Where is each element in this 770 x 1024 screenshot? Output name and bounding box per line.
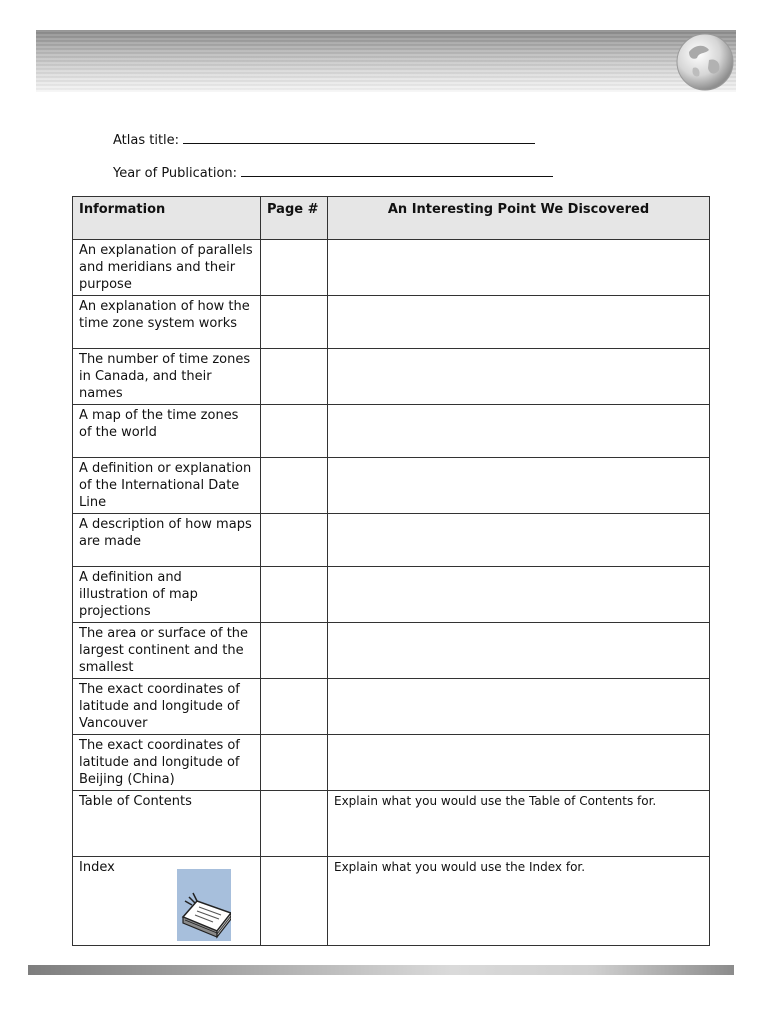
page-cell[interactable]: [261, 458, 328, 514]
page-cell[interactable]: [261, 240, 328, 296]
book-icon: [177, 869, 231, 941]
page-cell[interactable]: [261, 735, 328, 791]
index-information-cell: [73, 857, 261, 946]
page-cell[interactable]: [261, 514, 328, 567]
point-cell[interactable]: [328, 514, 710, 567]
table-row: [73, 349, 710, 405]
information-cell: The exact coordinates of latitude and longitude of Beijing (China): [73, 735, 261, 791]
information-cell: An explanation of parallels and meridians and their purpose: [73, 240, 261, 296]
footer-bar: [28, 965, 734, 975]
atlas-title-blank[interactable]: [183, 131, 535, 144]
header-page: Page #: [261, 197, 328, 240]
point-cell[interactable]: Explain what you would use the Index for.: [328, 857, 710, 946]
year-of-publication-field[interactable]: [113, 164, 553, 181]
table-row: [73, 296, 710, 349]
point-cell[interactable]: [328, 567, 710, 623]
table-row: [73, 857, 710, 946]
point-cell[interactable]: [328, 623, 710, 679]
information-cell: The number of time zones in Canada, and their names: [73, 349, 261, 405]
table-row: [73, 514, 710, 567]
table-row: [73, 679, 710, 735]
page-cell[interactable]: [261, 679, 328, 735]
table-row: [73, 458, 710, 514]
point-cell[interactable]: Explain what you would use the Table of Contents for.: [328, 791, 710, 857]
page-cell[interactable]: [261, 405, 328, 458]
year-of-publication-label: Year of Publication:: [113, 166, 238, 181]
table-row: [73, 405, 710, 458]
atlas-information-table: [72, 196, 710, 946]
table-row: [73, 240, 710, 296]
atlas-title-field[interactable]: [113, 131, 535, 148]
page-cell[interactable]: [261, 567, 328, 623]
information-cell: Index: [79, 860, 115, 875]
header-banner: [36, 30, 736, 92]
point-cell[interactable]: [328, 349, 710, 405]
information-cell: A map of the time zones of the world: [73, 405, 261, 458]
page-cell[interactable]: [261, 349, 328, 405]
information-cell: A definition and illustration of map projections: [73, 567, 261, 623]
information-cell: Table of Contents: [73, 791, 261, 857]
information-cell: The area or surface of the largest continent and the smallest: [73, 623, 261, 679]
page-cell[interactable]: [261, 623, 328, 679]
table-row: [73, 623, 710, 679]
information-cell: The exact coordinates of latitude and longitude of Vancouver: [73, 679, 261, 735]
information-cell: A description of how maps are made: [73, 514, 261, 567]
point-cell[interactable]: [328, 458, 710, 514]
page-cell[interactable]: [261, 857, 328, 946]
point-cell[interactable]: [328, 240, 710, 296]
table-row: [73, 567, 710, 623]
point-cell[interactable]: [328, 296, 710, 349]
point-cell[interactable]: [328, 405, 710, 458]
header-information: Information: [73, 197, 261, 240]
point-cell[interactable]: [328, 735, 710, 791]
information-cell: A definition or explanation of the International Date Line: [73, 458, 261, 514]
table-header-row: [73, 197, 710, 240]
page-cell[interactable]: [261, 296, 328, 349]
globe-icon: [675, 32, 735, 92]
page-cell[interactable]: [261, 791, 328, 857]
table-row: [73, 791, 710, 857]
header-interesting-point: An Interesting Point We Discovered: [328, 197, 710, 240]
year-of-publication-blank[interactable]: [241, 164, 553, 177]
table-row: [73, 735, 710, 791]
atlas-title-label: Atlas title:: [113, 133, 180, 148]
information-cell: An explanation of how the time zone system works: [73, 296, 261, 349]
point-cell[interactable]: [328, 679, 710, 735]
